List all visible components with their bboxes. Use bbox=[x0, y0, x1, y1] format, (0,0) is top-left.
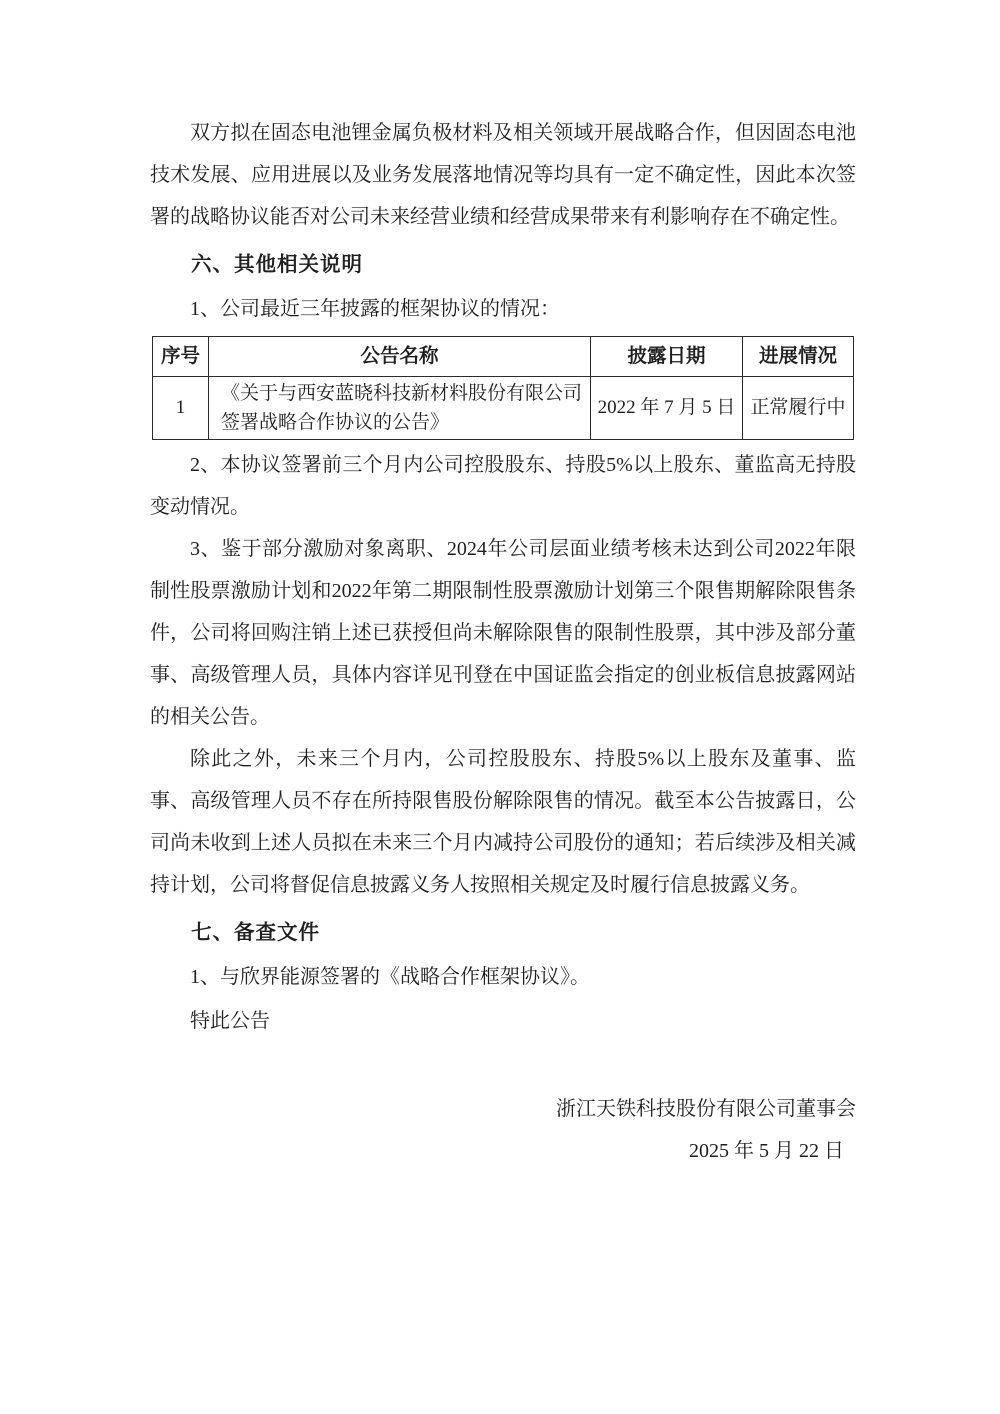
table-header-row bbox=[153, 337, 854, 377]
section-heading-7: 七、备查文件 bbox=[191, 922, 320, 944]
header-progress-status: 进展情况 bbox=[743, 337, 854, 377]
signature-date: 2025 年 5 月 22 日 bbox=[689, 1140, 844, 1162]
header-announcement-name: 公告名称 bbox=[209, 337, 591, 377]
section-heading-6: 六、其他相关说明 bbox=[191, 254, 363, 276]
item3-paragraph: 3、鉴于部分激励对象离职、2024年公司层面业绩考核未达到公司2022年限制性股票激励计划和2022年第二期限制性股票激励计划第三个限售期解除限售条件，公司将回购注销上述已获授但尚未解除限售的限制性股票，其中涉及部分董事、高级管理人员，具体内容详见刊登在中国证监会指定的创业板信息披露网站的相关公告。 bbox=[150, 538, 856, 728]
framework-agreements-table bbox=[152, 336, 854, 440]
header-disclosure-date: 披露日期 bbox=[591, 337, 743, 377]
additional-paragraph: 除此之外，未来三个月内，公司控股股东、持股5%以上股东及董事、监事、高级管理人员不存在所持限售股份解除限售的情况。截至本公告披露日，公司尚未收到上述人员拟在未来三个月内减持公司股份的通知；若后续涉及相关减持计划，公司将督促信息披露义务人按照相关规定及时履行信息披露义务。 bbox=[150, 748, 856, 896]
item1-label: 1、公司最近三年披露的框架协议的情况： bbox=[190, 298, 560, 320]
cell-progress-status: 正常履行中 bbox=[743, 377, 854, 440]
intro-paragraph: 双方拟在固态电池锂金属负极材料及相关领域开展战略合作，但因固态电池技术发展、应用进展以及业务发展落地情况等均具有一定不确定性，因此本次签署的战略协议能否对公司未来经营业绩和经营成果带来有利影响存在不确定性。 bbox=[150, 122, 856, 228]
item2-paragraph: 2、本协议签署前三个月内公司控股股东、持股5%以上股东、董监高无持股变动情况。 bbox=[150, 454, 856, 518]
header-seq: 序号 bbox=[153, 337, 209, 377]
cell-seq: 1 bbox=[153, 377, 209, 440]
signature-company: 浙江天铁科技股份有限公司董事会 bbox=[556, 1098, 856, 1120]
table-row bbox=[153, 377, 854, 440]
closing-statement: 特此公告 bbox=[190, 1010, 270, 1032]
signature-block bbox=[150, 1088, 856, 1172]
document-content bbox=[150, 112, 856, 1172]
item7-1-label: 1、与欣界能源签署的《战略合作框架协议》。 bbox=[190, 966, 590, 988]
cell-disclosure-date: 2022 年 7 月 5 日 bbox=[591, 377, 743, 440]
cell-announcement-name: 《关于与西安蓝晓科技新材料股份有限公司签署战略合作协议的公告》 bbox=[209, 377, 591, 440]
